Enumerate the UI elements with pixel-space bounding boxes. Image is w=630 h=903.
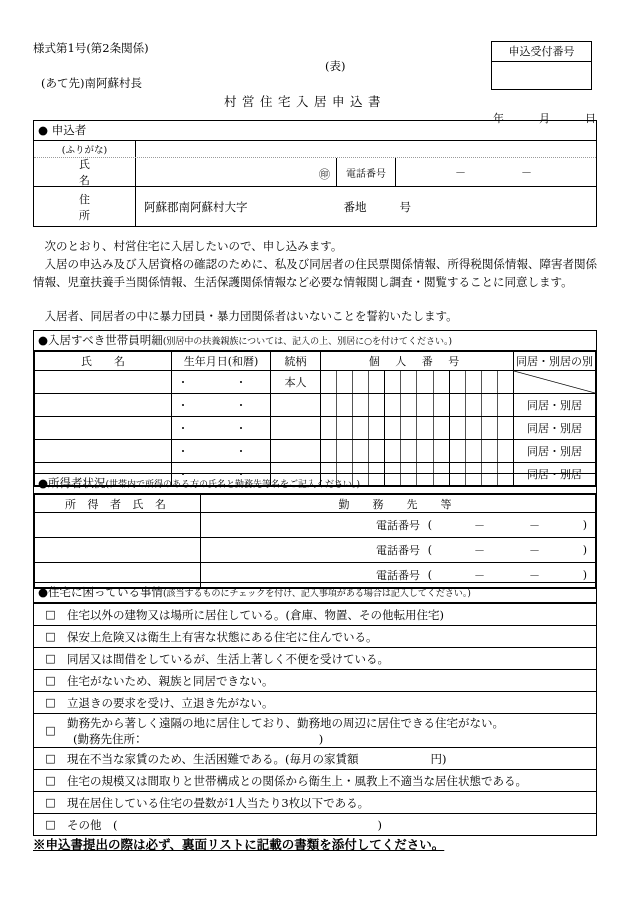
checkbox-icon[interactable]: □ — [45, 774, 56, 787]
household-name-cell[interactable] — [35, 371, 172, 394]
address-input[interactable] — [135, 187, 596, 226]
household-relation-cell[interactable] — [271, 417, 321, 440]
individual-number-grid[interactable] — [321, 371, 513, 393]
table-row — [35, 394, 596, 417]
income-workplace-cell[interactable] — [201, 513, 596, 538]
individual-number-grid[interactable] — [321, 417, 513, 439]
checklist-item-1[interactable] — [34, 603, 596, 625]
checklist-item-7[interactable] — [34, 747, 596, 769]
tel-dash-1: － — [474, 519, 485, 532]
income-earner-name-cell[interactable] — [35, 513, 201, 538]
checkbox-icon[interactable]: □ — [45, 630, 56, 643]
checklist-label: 現在不当な家賃のため、生活困難である。(毎月の家賃額 — [67, 751, 359, 766]
address-prefix: 阿蘇郡南阿蘇村大字 — [144, 199, 248, 214]
household-name-cell[interactable] — [35, 417, 172, 440]
workplace-address-subfield[interactable] — [67, 731, 590, 747]
household-title-main: ●入居すべき世帯員明細 — [38, 333, 163, 347]
checkbox-icon[interactable]: □ — [45, 608, 56, 621]
workplace-telephone-group[interactable] — [201, 513, 595, 537]
applicant-section — [33, 120, 597, 227]
telephone-dash-2: － — [521, 166, 532, 179]
checklist-item-9[interactable] — [34, 791, 596, 813]
address-label: 住 所 — [79, 192, 137, 222]
telephone-label: 電話番号 — [336, 158, 395, 186]
household-col-individual-number: 個 人 番 号 — [321, 352, 514, 371]
workplace-telephone-group[interactable] — [201, 538, 595, 562]
checklist-label: 住宅がないため、親族と同居できない。 — [67, 673, 274, 688]
tel-paren-close: ) — [582, 543, 587, 557]
household-dob-cell[interactable]: ・ ・ — [172, 417, 271, 440]
workplace-address-paren-close: ) — [318, 731, 324, 746]
checklist-label: 現在居住している住宅の畳数が1人当たり3枚以下である。 — [67, 795, 370, 810]
household-cohab-cell[interactable]: 同居・別居 — [514, 394, 596, 417]
checklist-label: 住宅の規模又は間取りと世帯構成との関係から衛生上・風教上不適当な居住状態である。 — [67, 773, 527, 788]
checklist-label: 同居又は間借をしているが、生活上著しく不便を受けている。 — [67, 651, 389, 666]
telephone-input[interactable] — [395, 158, 596, 186]
statement-paragraph-2: 入居の申込み及び入居資格の確認のために、私及び同居者の住民票関係情報、所得税関係情報、障害者関係情報、児童扶養手当関係情報、生活保護関係情報など必要な情報関し調査・閲覧することに同意します。 — [33, 257, 597, 289]
tel-dash-2: － — [529, 544, 540, 557]
checklist-item-3[interactable] — [34, 647, 596, 669]
household-cohab-cell[interactable]: 同居・別居 — [514, 463, 596, 486]
household-col-cohabitation: 同居・別居の別 — [514, 352, 596, 371]
checklist-label: その他 ( — [67, 817, 118, 832]
attachment-note: ※申込書提出の際は必ず、裏面リストに記載の書類を添付してください。 — [33, 837, 445, 852]
table-row — [35, 538, 596, 563]
household-relation-cell[interactable] — [271, 440, 321, 463]
addressee-line: (あて先)南阿蘇村長 — [41, 76, 142, 90]
tel-dash-2: － — [529, 569, 540, 582]
seal-icon: ㊞ — [319, 168, 330, 181]
workplace-tel-label: 電話番号 — [376, 519, 420, 532]
household-dob-cell[interactable]: ・ ・ — [172, 463, 271, 486]
household-section — [33, 330, 597, 487]
address-banchi-label: 番地 — [343, 199, 367, 214]
table-row — [35, 371, 596, 394]
tel-dash-1: － — [474, 544, 485, 557]
household-relation-cell[interactable]: 本人 — [271, 371, 321, 394]
workplace-tel-label: 電話番号 — [376, 544, 420, 557]
household-dob-cell[interactable]: ・ ・ — [172, 371, 271, 394]
individual-number-grid[interactable] — [321, 394, 513, 416]
household-dob-cell[interactable]: ・ ・ — [172, 394, 271, 417]
other-reason-paren-close: ) — [377, 817, 382, 832]
checkbox-icon[interactable]: □ — [45, 796, 56, 809]
household-number-cell[interactable] — [321, 394, 514, 417]
household-cohab-cell — [514, 371, 596, 394]
checklist-item-4[interactable] — [34, 669, 596, 691]
strikethrough-icon — [514, 371, 595, 393]
checkbox-icon[interactable]: □ — [45, 724, 56, 737]
income-col-workplace: 勤 務 先 等 — [201, 495, 596, 513]
household-relation-cell[interactable] — [271, 394, 321, 417]
furigana-label: (ふりがな) — [61, 145, 108, 156]
checklist-label: 住宅以外の建物又は場所に居住している。(倉庫、物置、その他転用住宅) — [67, 607, 444, 622]
income-col-earner-name: 所 得 者 氏 名 — [35, 495, 201, 513]
checkbox-icon[interactable]: □ — [45, 752, 56, 765]
household-number-cell[interactable] — [321, 371, 514, 394]
income-section — [33, 473, 597, 589]
income-section-title — [34, 474, 596, 494]
income-header-row — [35, 495, 596, 513]
checkbox-icon[interactable]: □ — [45, 674, 56, 687]
income-title-main: ●所得者状況 — [38, 476, 106, 490]
checklist-item-6[interactable] — [34, 713, 596, 747]
furigana-input[interactable] — [135, 141, 596, 157]
address-gou-label: 号 — [399, 199, 411, 214]
checklist-label: 保安上危険又は衛生上有害な状態にある住宅に住んでいる。 — [67, 629, 378, 644]
household-cohab-cell[interactable]: 同居・別居 — [514, 440, 596, 463]
name-label: 氏 名 — [79, 158, 137, 187]
submission-date-line: 年 月 日 — [493, 112, 608, 125]
household-header-row — [35, 352, 596, 371]
checklist-label: 勤務先から著しく遠隔の地に居住しており、勤務地の周辺に居住できる住宅がない。 — [67, 715, 504, 730]
name-input[interactable] — [135, 158, 336, 186]
individual-number-grid[interactable] — [321, 440, 513, 462]
income-workplace-cell[interactable] — [201, 538, 596, 563]
circumstances-section-title — [34, 583, 596, 603]
address-row — [34, 187, 596, 226]
household-col-dob: 生年月日(和暦) — [172, 352, 271, 371]
income-table — [34, 494, 596, 588]
page-title: 村営住宅入居申込書 — [224, 94, 387, 109]
receipt-number-box — [491, 41, 592, 90]
household-section-title — [34, 331, 596, 351]
income-earner-name-cell[interactable] — [35, 538, 201, 563]
tel-dash-1: － — [474, 569, 485, 582]
table-row — [35, 440, 596, 463]
household-cohab-cell[interactable]: 同居・別居 — [514, 417, 596, 440]
tel-paren-open: ( — [427, 568, 432, 582]
circumstances-section — [33, 582, 597, 836]
checkbox-icon[interactable]: □ — [45, 652, 56, 665]
checklist-label-group — [67, 715, 596, 747]
statement-paragraph-3: 入居者、同居者の中に暴力団員・暴力団関係者はいないことを誓約いたします。 — [44, 309, 458, 323]
tel-paren-close: ) — [582, 568, 587, 582]
checklist-label-group — [67, 751, 596, 767]
checklist-item-8[interactable] — [34, 769, 596, 791]
receipt-number-input[interactable] — [492, 62, 591, 89]
table-row — [35, 417, 596, 440]
form-code: 様式第1号(第2条関係) — [33, 41, 149, 55]
household-number-cell[interactable] — [321, 440, 514, 463]
household-name-cell[interactable] — [35, 440, 172, 463]
household-number-cell[interactable] — [321, 417, 514, 440]
name-row — [34, 158, 596, 187]
tel-dash-2: － — [529, 519, 540, 532]
checkbox-icon[interactable]: □ — [45, 818, 56, 831]
checklist-item-5[interactable] — [34, 691, 596, 713]
table-row — [35, 513, 596, 538]
circumstances-title-main: ●住宅に困っている事情 — [38, 585, 164, 599]
household-name-cell[interactable] — [35, 394, 172, 417]
monthly-rent-unit: 円) — [430, 751, 447, 766]
statement-paragraph-1: 次のとおり、村営住宅に入居したいので、申し込みます。 — [44, 239, 343, 253]
workplace-tel-label: 電話番号 — [376, 569, 420, 582]
household-col-relation: 統柄 — [271, 352, 321, 371]
household-title-note: (別居中の扶養親族については、記入の上、別居に○を付けてください。) — [162, 337, 453, 347]
front-side-mark: (表) — [325, 59, 346, 73]
circumstances-title-note: (該当するものにチェックを付け、記入事項がある場合は記入してください。) — [163, 589, 471, 599]
tel-paren-open: ( — [427, 518, 432, 532]
household-dob-cell[interactable]: ・ ・ — [172, 440, 271, 463]
income-title-note: (世帯内で所得のある方の氏名と勤務先等名をご記入ください。) — [105, 480, 361, 490]
household-col-name: 氏 名 — [35, 352, 172, 371]
checklist-item-10[interactable] — [34, 813, 596, 835]
checklist-label-group — [67, 817, 596, 833]
checklist-label: 立退きの要求を受け、立退き先がない。 — [67, 695, 274, 710]
checkbox-icon[interactable]: □ — [45, 696, 56, 709]
checklist-item-2[interactable] — [34, 625, 596, 647]
applicant-section-title: ● 申込者 — [34, 121, 596, 141]
tel-paren-close: ) — [582, 518, 587, 532]
household-table — [34, 351, 596, 486]
tel-paren-open: ( — [427, 543, 432, 557]
telephone-dash-1: － — [455, 166, 466, 179]
receipt-number-label: 申込受付番号 — [492, 42, 591, 62]
workplace-address-label: (勤務先住所： — [73, 731, 141, 746]
